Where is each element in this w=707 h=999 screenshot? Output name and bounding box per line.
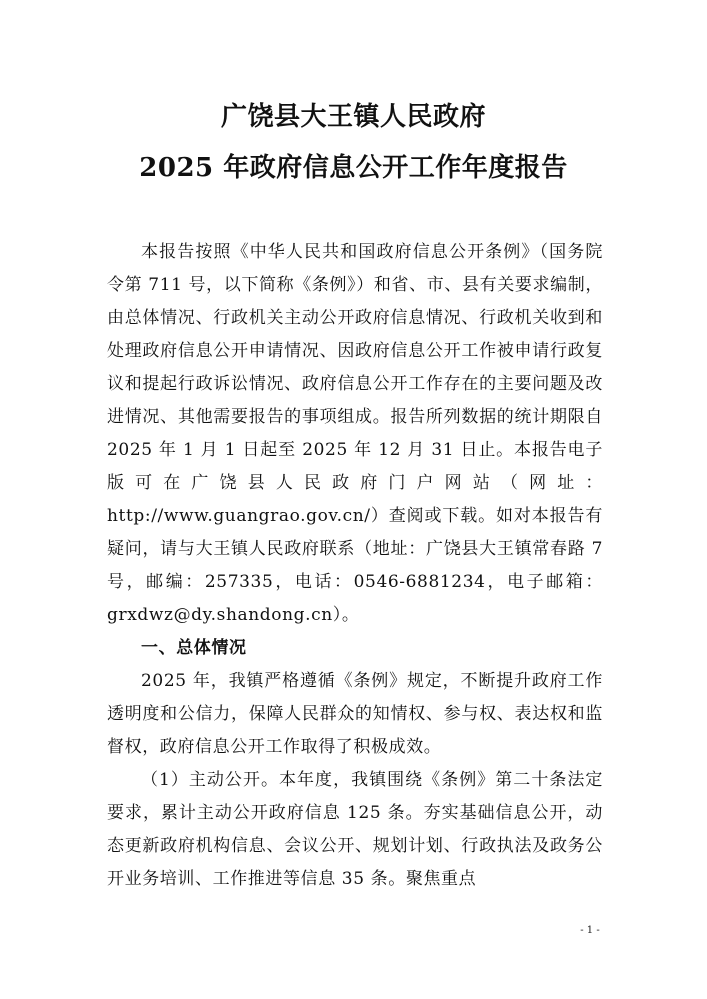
title-line-1: 广饶县大王镇人民政府: [220, 102, 486, 132]
report-body: [107, 236, 603, 896]
intro-paragraph: 本报告按照《中华人民共和国政府信息公开条例》（国务院令第 711 号，以下简称《条例》）和省、市、县有关要求编制，由总体情况、行政机关主动公开政府信息情况、行政机关收到和处理政府信息公开申请情况、因政府信息公开工作被申请行政复议和提起行政诉讼情况、政府信息公开工作存在的主要问题及改进情况、其他需要报告的事项组成。报告所列数据的统计期限自 2025 年 1 月 1 日起至 2025 年 12 月 31 日止。本报告电子版可在广饶县人民政府门户网站（网址：http://www.guangrao.gov.cn/）查阅或下载。如对本报告有疑问，请与大王镇人民政府联系（地址：广饶县大王镇常春路 7 号，邮编：257335，电话：0546-6881234，电子邮箱：grxdwz@dy.shandong.cn）。: [107, 242, 603, 625]
overview-paragraph: 2025 年，我镇严格遵循《条例》规定，不断提升政府工作透明度和公信力，保障人民群众的知情权、参与权、表达权和监督权，政府信息公开工作取得了积极成效。: [107, 671, 603, 757]
title-line-2: 2025 年政府信息公开工作年度报告: [139, 153, 568, 183]
section-heading-overview: 一、总体情况: [141, 638, 247, 658]
page-number: - 1 -: [580, 925, 600, 936]
proactive-disclosure-paragraph: （1）主动公开。本年度，我镇围绕《条例》第二十条法定要求，累计主动公开政府信息 125 条。夯实基础信息公开，动态更新政府机构信息、会议公开、规划计划、行政执法及政务公开业务培训、工作推进等信息 35 条。聚焦重点: [107, 770, 603, 889]
